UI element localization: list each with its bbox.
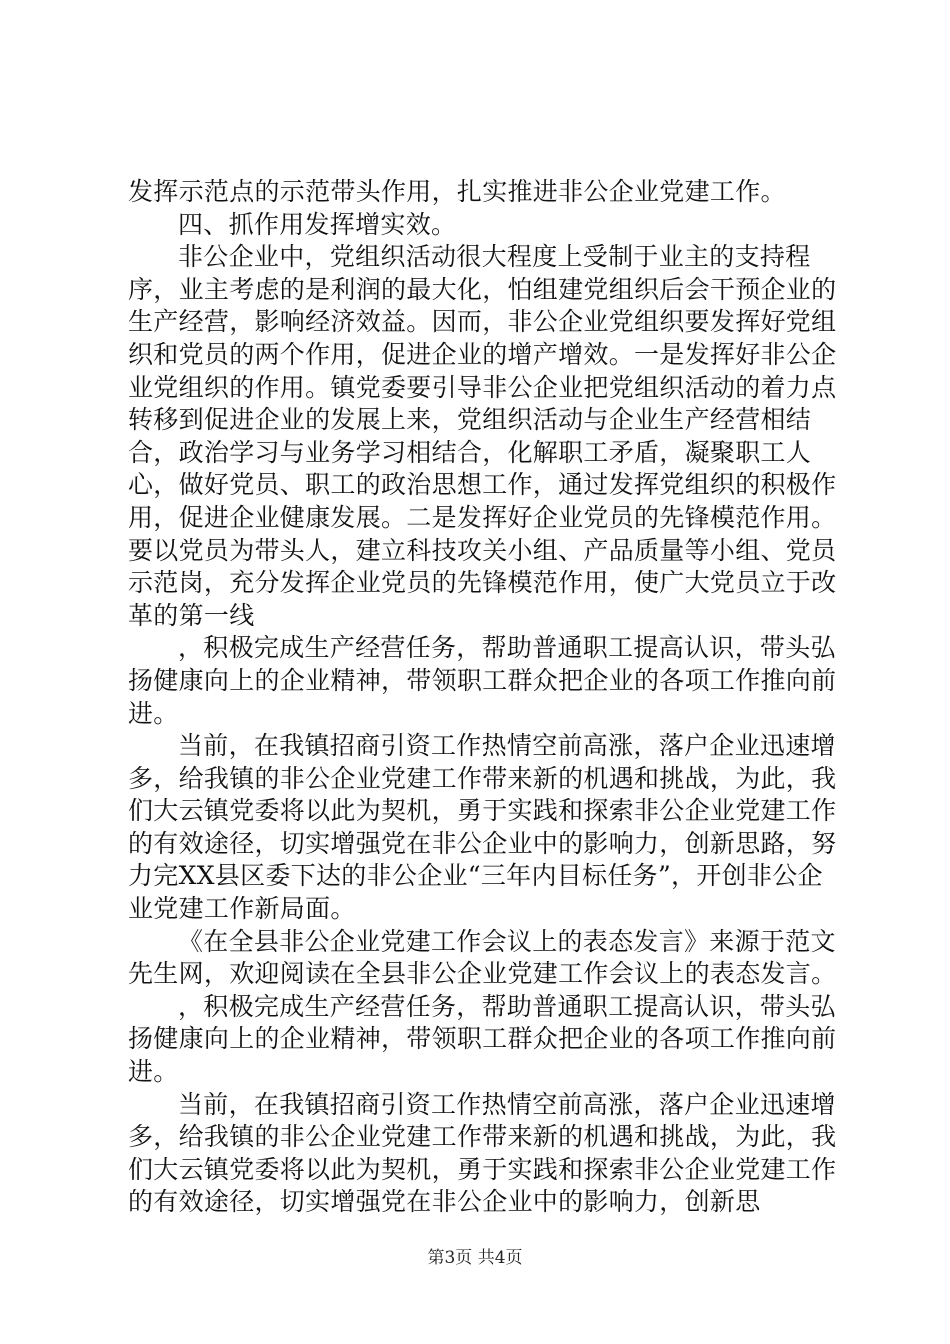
section-heading-four: 四、抓作用发挥增实效。	[178, 209, 457, 239]
paragraph-1: 发挥示范点的示范带头作用，扎实推进非公企业党建工作。	[128, 177, 786, 206]
paragraph-4: ，积极完成生产经营任务，帮助普通职工提高认识，带头弘扬健康向上的企业精神，带领职工群众把企业的各项工作推向前进。	[128, 633, 837, 728]
paragraph-5: 当前，在我镇招商引资工作热情空前高涨，落户企业迅速增多，给我镇的非公企业党建工作带来新的机遇和挑战，为此，我们大云镇党委将以此为契机，勇于实践和探索非公企业党建工作的有效途径，切实增强党在非公企业中的影响力，创新思路，努力完XX县区委下达的非公企业“三年内目标任务”，开创非公企业党建工作新局面。	[128, 731, 837, 924]
page-number-footer: 第3页 共4页	[427, 1248, 523, 1268]
paragraph-6: 《在全县非公企业党建工作会议上的表态发言》来源于范文先生网，欢迎阅读在全县非公企业党建工作会议上的表态发言。	[128, 926, 837, 989]
document-body	[128, 176, 838, 1219]
paragraph-3: 非公企业中，党组织活动很大程度上受制于业主的支持程序，业主考虑的是利润的最大化，怕组建党组织后会干预企业的生产经营，影响经济效益。因而，非公企业党组织要发挥好党组织和党员的两个作用，促进企业的增产增效。一是发挥好非公企业党组织的作用。镇党委要引导非公企业把党组织活动的着力点转移到促进企业的发展上来，党组织活动与企业生产经营相结合，政治学习与业务学习相结合，化解职工矛盾，凝聚职工人心，做好党员、职工的政治思想工作，通过发挥党组织的积极作用，促进企业健康发展。二是发挥好企业党员的先锋模范作用。要以党员为带头人，建立科技攻关小组、产品质量等小组、党员示范岗，充分发挥企业党员的先锋模范作用，使广大党员立于改革的第一线	[128, 242, 837, 630]
paragraph-8: 当前，在我镇招商引资工作热情空前高涨，落户企业迅速增多，给我镇的非公企业党建工作带来新的机遇和挑战，为此，我们大云镇党委将以此为契机，勇于实践和探索非公企业党建工作的有效途径，切实增强党在非公企业中的影响力，创新思	[128, 1089, 837, 1217]
paragraph-7: ，积极完成生产经营任务，帮助普通职工提高认识，带头弘扬健康向上的企业精神，带领职工群众把企业的各项工作推向前进。	[128, 991, 837, 1087]
